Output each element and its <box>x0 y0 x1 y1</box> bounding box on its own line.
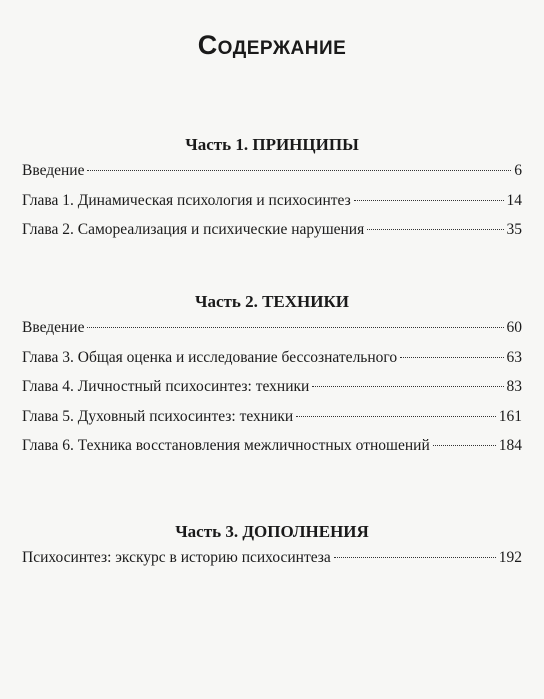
toc-entry-title: Введение <box>22 162 85 179</box>
toc-entry-page: 6 <box>514 162 522 179</box>
toc-entry[interactable] <box>22 408 522 438</box>
toc-entry[interactable] <box>22 549 522 579</box>
dot-leader <box>312 386 503 387</box>
toc-entry[interactable] <box>22 349 522 379</box>
toc-entry[interactable] <box>22 192 522 222</box>
dot-leader <box>296 416 496 417</box>
toc-part-2 <box>22 291 522 467</box>
dot-leader <box>400 357 503 358</box>
toc-entry-title: Введение <box>22 319 85 336</box>
toc-entry-page: 35 <box>506 221 522 238</box>
toc-entry-title: Глава 6. Техника восстановления межличностных отношений <box>22 437 430 454</box>
toc-entry-page: 60 <box>506 319 522 336</box>
toc-entry[interactable] <box>22 319 522 349</box>
toc-entry-page: 192 <box>498 549 522 566</box>
toc-entry-title: Психосинтез: экскурс в историю психосинтеза <box>22 549 331 566</box>
toc-entry-page: 184 <box>498 437 522 454</box>
toc-entry-page: 161 <box>498 407 522 425</box>
dot-leader <box>334 557 496 558</box>
toc-entry[interactable] <box>22 221 522 251</box>
toc-part-3 <box>22 521 522 579</box>
toc-entry-title: Глава 2. Самореализация и психические нарушения <box>22 221 365 238</box>
page-title: Содержание <box>197 30 347 60</box>
dot-leader <box>354 200 504 201</box>
toc-entry-title: Глава 5. Духовный психосинтез: техники <box>22 407 294 425</box>
dot-leader <box>367 229 503 230</box>
toc-entry-title: Глава 1. Динамическая психология и психосинтез <box>22 191 351 209</box>
part-heading: Часть 1. ПРИНЦИПЫ <box>185 135 359 154</box>
toc-part-1 <box>22 134 522 251</box>
dot-leader <box>87 327 503 328</box>
toc-entry-title: Глава 3. Общая оценка и исследование бессознательного <box>22 348 398 366</box>
dot-leader <box>87 170 511 171</box>
toc-entry-title: Глава 4. Личностный психосинтез: техники <box>22 378 310 395</box>
toc-entry[interactable] <box>22 378 522 408</box>
part-heading: Часть 3. ДОПОЛНЕНИЯ <box>175 522 369 541</box>
toc-entry-page: 63 <box>506 348 522 366</box>
toc-entry[interactable] <box>22 437 522 467</box>
toc-entry-page: 83 <box>506 378 522 395</box>
toc-entry-page: 14 <box>506 191 522 209</box>
dot-leader <box>433 445 496 446</box>
toc-entry[interactable] <box>22 162 522 192</box>
part-heading: Часть 2. ТЕХНИКИ <box>194 292 350 311</box>
